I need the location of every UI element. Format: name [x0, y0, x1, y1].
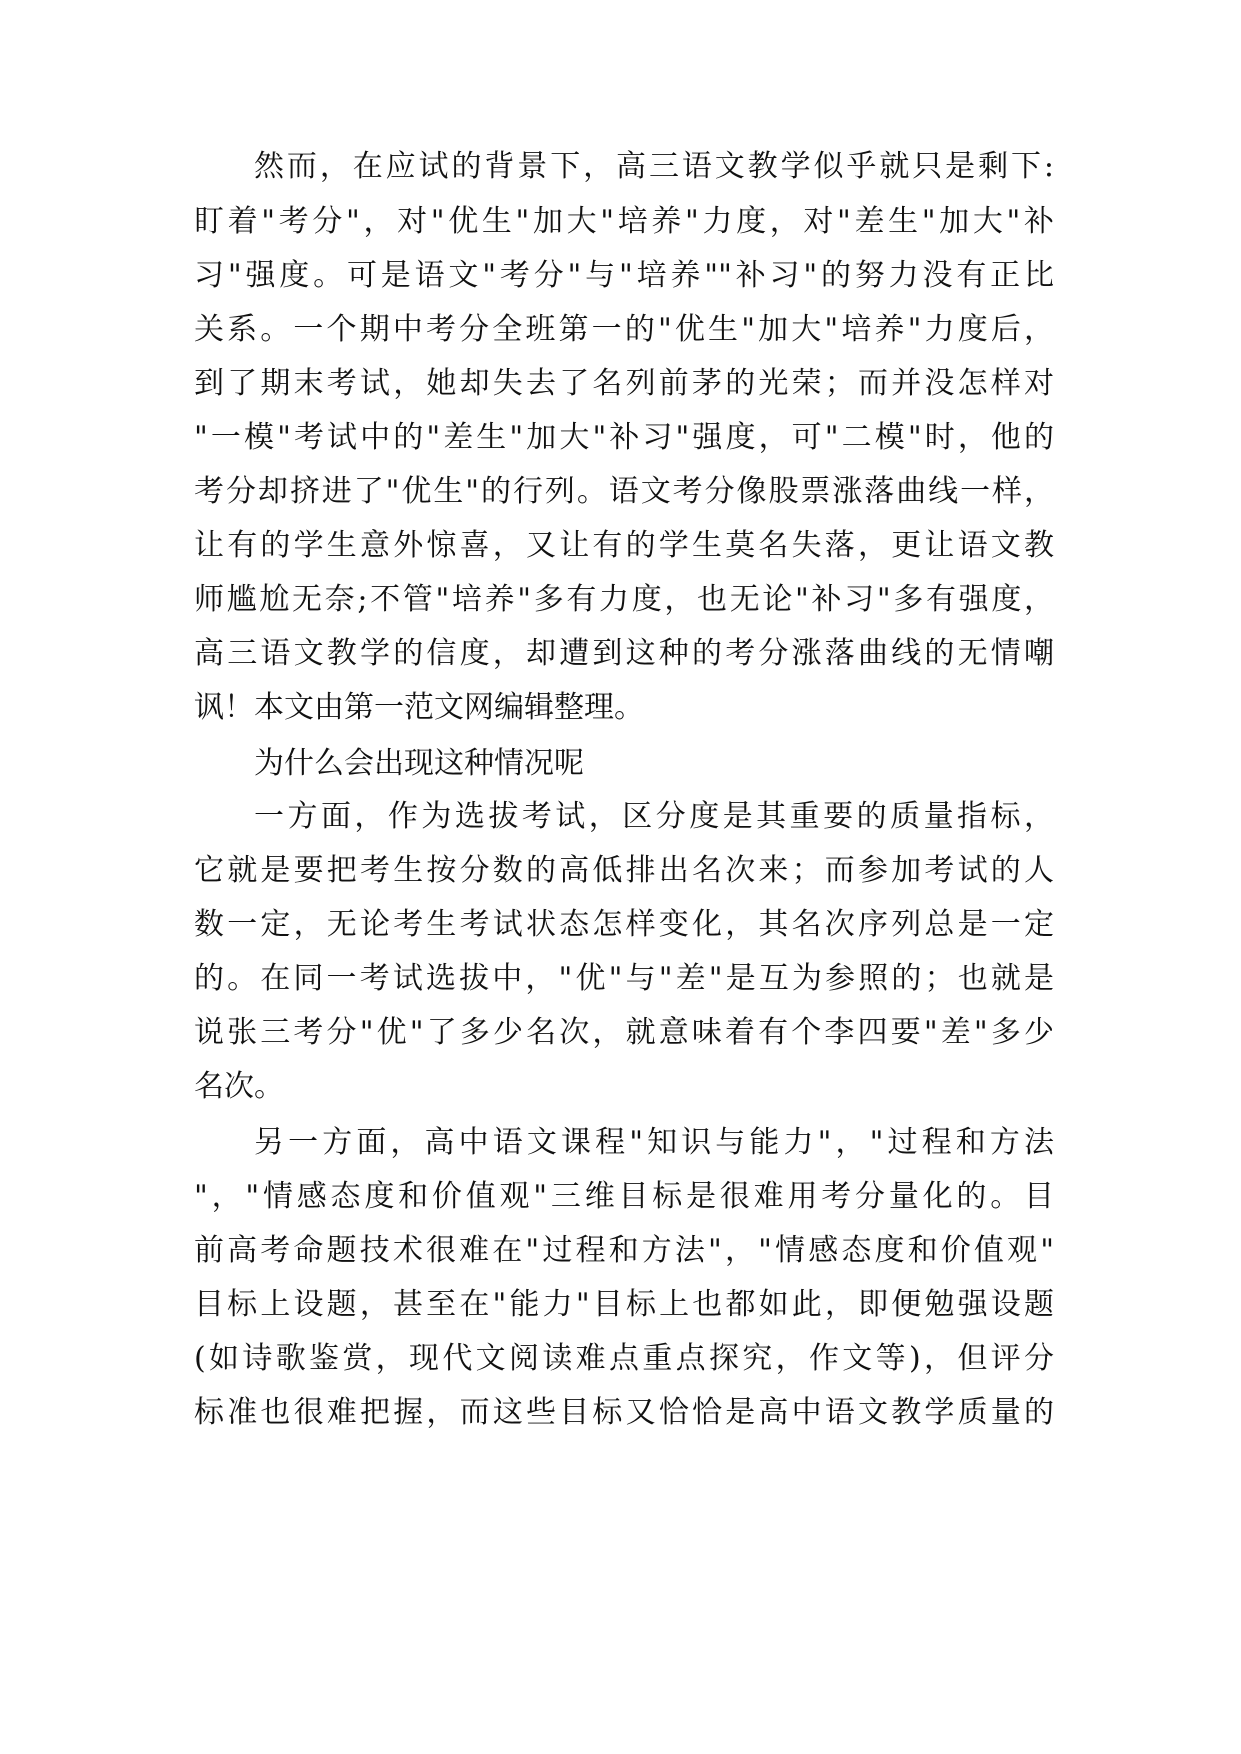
- paragraph-4-line-5: (如诗歌鉴赏，现代文阅读难点重点探究，作文等)，但评分: [194, 1341, 1054, 1376]
- paragraph-3-line-3: 数一定，无论考生考试状态怎样变化，其名次序列总是一定: [194, 907, 1054, 942]
- paragraph-1-line-5: 到了期末考试，她却失去了名列前茅的光荣；而并没怎样对: [194, 366, 1054, 401]
- paragraph-1-line-9: 师尴尬无奈;不管"培养"多有力度，也无论"补习"多有强度，: [194, 582, 1054, 617]
- paragraph-1-line-1: 然而，在应试的背景下，高三语文教学似乎就只是剩下:: [254, 149, 1054, 184]
- paragraph-1-line-8: 让有的学生意外惊喜，又让有的学生莫名失落，更让语文教: [194, 528, 1054, 563]
- paragraph-1-line-11: 讽！本文由第一范文网编辑整理。: [194, 690, 644, 725]
- paragraph-4-line-6: 标准也很难把握，而这些目标又恰恰是高中语文教学质量的: [194, 1395, 1054, 1430]
- paragraph-3-line-5: 说张三考分"优"了多少名次，就意味着有个李四要"差"多少: [194, 1015, 1054, 1050]
- paragraph-2-line-1: 为什么会出现这种情况呢: [254, 746, 584, 781]
- paragraph-1-line-10: 高三语文教学的信度，却遭到这种的考分涨落曲线的无情嘲: [194, 636, 1054, 671]
- paragraph-3-line-6: 名次。: [194, 1069, 284, 1104]
- paragraph-3-line-4: 的。在同一考试选拔中，"优"与"差"是互为参照的；也就是: [194, 961, 1054, 996]
- paragraph-1-line-7: 考分却挤进了"优生"的行列。语文考分像股票涨落曲线一样，: [194, 474, 1054, 509]
- paragraph-3-line-2: 它就是要把考生按分数的高低排出名次来；而参加考试的人: [194, 853, 1054, 888]
- paragraph-4-line-1: 另一方面，高中语文课程"知识与能力"，"过程和方法: [254, 1125, 1054, 1160]
- paragraph-1-line-2: 盯着"考分"，对"优生"加大"培养"力度，对"差生"加大"补: [194, 204, 1054, 239]
- paragraph-1-line-4: 关系。一个期中考分全班第一的"优生"加大"培养"力度后，: [194, 312, 1054, 347]
- paragraph-4-line-2: "，"情感态度和价值观"三维目标是很难用考分量化的。目: [194, 1179, 1054, 1214]
- paragraph-4-line-3: 前高考命题技术很难在"过程和方法"，"情感态度和价值观": [194, 1233, 1054, 1268]
- paragraph-1-line-3: 习"强度。可是语文"考分"与"培养""补习"的努力没有正比: [194, 258, 1054, 293]
- paragraph-4-line-4: 目标上设题，甚至在"能力"目标上也都如此，即便勉强设题: [194, 1287, 1054, 1322]
- paragraph-3-line-1: 一方面，作为选拔考试，区分度是其重要的质量指标，: [254, 799, 1054, 834]
- paragraph-1-line-6: "一模"考试中的"差生"加大"补习"强度，可"二模"时，他的: [194, 420, 1054, 455]
